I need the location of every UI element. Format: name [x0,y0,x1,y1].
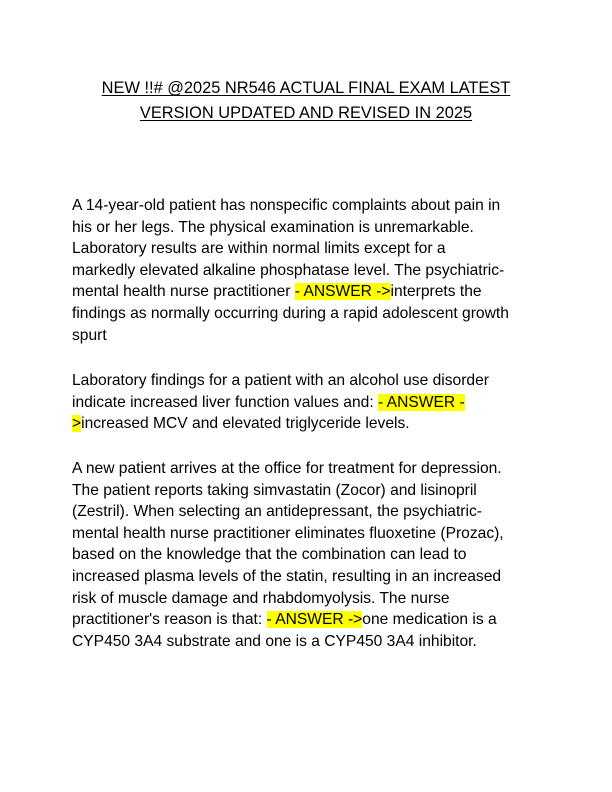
answer-marker: - ANSWER -> [266,611,363,629]
text-line: mental health nurse practitioner eliminates fluoxetine (Prozac), [72,524,504,542]
text-line: findings as normally occurring during a rapid adolescent growth [72,304,509,322]
text-line [72,609,547,631]
answer-marker: - ANSWER -> [294,283,391,301]
qa-block [72,370,547,435]
text-line: A new patient arrives at the office for treatment for depression. [72,460,502,477]
text-line: The patient reports taking simvastatin (Zocor) and lisinopril [72,481,477,499]
question-text: indicate increased liver function values and: [72,393,378,411]
text-line: markedly elevated alkaline phosphatase level. The psychiatric- [72,261,505,279]
answer-marker: - ANSWER - [378,393,465,411]
text-line: Laboratory findings for a patient with an alcohol use disorder [72,372,489,389]
text-line: CYP450 3A4 substrate and one is a CYP450 3A4 inhibitor. [72,632,477,650]
text-line [72,413,547,435]
answer-text: interprets the [390,283,482,301]
answer-text: increased MCV and elevated triglyceride levels. [81,415,410,433]
text-line: risk of muscle damage and rhabdomyolysis. The nurse [72,589,450,607]
title-line: VERSION UPDATED AND REVISED IN 2025 [139,104,473,122]
question-text: mental health nurse practitioner [72,283,295,301]
qa-block [72,195,547,346]
text-line: his or her legs. The physical examination is unremarkable. [72,218,474,236]
document-title [60,76,552,126]
text-line: increased plasma levels of the statin, resulting in an increased [72,567,502,585]
question-text: practitioner's reason is that: [72,611,267,629]
title-line: NEW !!# @2025 NR546 ACTUAL FINAL EXAM LATEST [101,79,511,97]
text-line [72,392,547,414]
answer-marker: > [72,415,82,433]
text-line [72,281,547,303]
answer-text: one medication is a [362,611,497,629]
text-line: Laboratory results are within normal limits except for a [72,240,446,258]
text-line: based on the knowledge that the combination can lead to [72,546,467,564]
qa-block [72,458,547,652]
text-line: A 14-year-old patient has nonspecific complaints about pain in [72,197,501,214]
text-line: spurt [72,326,107,344]
text-line: (Zestril). When selecting an antidepressant, the psychiatric- [72,503,482,521]
